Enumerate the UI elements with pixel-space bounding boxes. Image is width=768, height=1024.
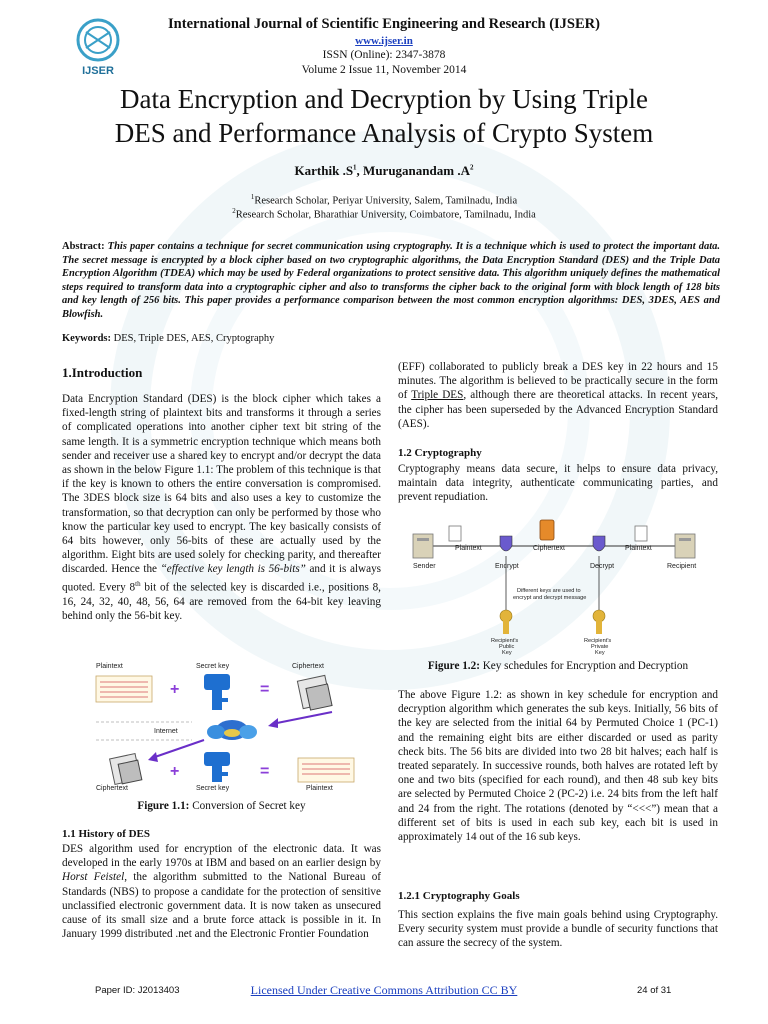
- section-heading-history: 1.1 History of DES: [62, 828, 150, 840]
- fig2-public-key-line-1: Recipient's: [491, 638, 519, 644]
- cryptography-paragraph: Cryptography means data secure, it helps to ensure data privacy, maintain data integrity, authenticate communicating parties, and prevent repudiation.: [398, 463, 718, 504]
- issn: ISSN (Online): 2347-3878: [322, 49, 446, 61]
- computer-icon: [413, 534, 433, 558]
- volume-issue: Volume 2 Issue 11, November 2014: [301, 64, 467, 76]
- fig2-public-key-line-3: Key: [502, 650, 512, 656]
- fig2-private-key-line-3: Key: [595, 650, 605, 656]
- fig2-label-ciphertext: Ciphertext: [533, 545, 565, 552]
- fig2-label-encrypt: Encrypt: [495, 563, 519, 570]
- section-heading-cryptography-goals: 1.2.1 Cryptography Goals: [398, 890, 520, 902]
- section-heading-cryptography: 1.2 Cryptography: [398, 447, 482, 459]
- journal-website-link[interactable]: www.ijser.in: [355, 35, 413, 47]
- plus-icon: +: [170, 681, 180, 698]
- fig2-label-plaintext-left: Plaintext: [455, 545, 482, 552]
- abstract-text: This paper contains a technique for secret communication using cryptography. It is a technique which is used to protect the important data. The secret message is encrypted by a block cipher based on two cryptographic algorithms, the Data Encryption Standard (DES) and the Triple Data Encryption Algorithm (TDEA) which may be used by Federal organizations to protect sensitive data. This algorithm uniquely defines the mathematical steps required to transform data into a cryptographic cipher and also to transforms the cipher back to the original form with block length of 128 bits and key length of 256 bits. This paper provides a performance comparison between the most common encryption algorithms: DES, 3DES, AES and Blowfish.: [62, 241, 720, 320]
- eff-paragraph: (EFF) collaborated to publicly break a DES key in 22 hours and 15 minutes. The algorithm is believed to be practically secure in the form of Triple DES, although there are theoretical attacks. In recent years, the cipher has been superseded by the Advanced Encryption Standard (AES).: [398, 361, 719, 430]
- fig2-public-key-line-2: Public: [499, 644, 515, 650]
- ciphertext-document-icon: [110, 754, 142, 785]
- page-number: 24 of 31: [637, 985, 672, 996]
- effective-key-quote: “effective key length is 56-bits”: [160, 563, 306, 576]
- affiliation-2: $^2$Research Scholar, Bharathiar University, Coimbatore, Tamilnadu, India: [232, 207, 536, 221]
- fig1-label-secret-key-top: Secret key: [196, 663, 230, 670]
- abstract-label: Abstract:: [62, 241, 105, 252]
- introduction-paragraph: Data Encryption Standard (DES) is the block cipher which takes a fixed-length string of plaintext bits and transforms it through a series of complicated operations into another cipher text bit string of the same length. It is a symmetric encryption technique which means both sender and receiver use a shared key to encrypt and/or decrypt the data as shown in the below Figure 1.1: The problem of this technique is that if the key is known to others the entire conversation is compromised. The 3DES block size is 64 bits and also uses a key to customize the transformation, so that decryption can only be performed by those who know the particular key used to encrypt. The key basically consists of 64 bits however, only 56-bits of these are actually used by the algorithm. Eight bits are used solely for checking parity, and thereafter discarded. Hence the “effective key length is 56-bits” and it is always quoted. Every 8th bit of the selected key is discarded i.e., positions 8, 16, 24, 32, 40, 48, 56, 64 are removed from the 64-bit key leaving behind only the 56-bit key.: [62, 393, 382, 622]
- paper-id: Paper ID: J2013403: [95, 985, 180, 996]
- fig1-label-secret-key-bottom: Secret key: [196, 785, 230, 792]
- key-icon: [593, 610, 605, 634]
- key-icon: [204, 752, 230, 782]
- fig2-label-sender: Sender: [413, 563, 436, 570]
- fig2-label-recipient: Recipient: [667, 563, 697, 570]
- figure-1-2-caption: Figure 1.2: Key schedules for Encryption and Decryption: [427, 660, 689, 672]
- authors: Karthik $.S^1$, Muruganandam $.A^2$: [294, 163, 474, 178]
- fig1-label-plaintext: Plaintext: [96, 663, 123, 670]
- key-schedule-paragraph: The above Figure 1.2: as shown in key schedule for encryption and decryption algorithm which generates the sub keys. Initially, 56 bits of the key are selected from the initial 64 by Permuted Choice 1 (PC-1) and the remaining eight bits are either discarded or used as parity check bits. The 56 bits are divided into two 28 bit halves; each half is treated separately. In successive rounds, both halves are rotated left by one and two bits (specified for each round), and then 48 sub key bits are selected by Permuted Choice 2 (PC-2) i.e. 24 bits from the left half and 24 from the right. The rotations (denoted by “<<<”) mean that a different set of bits is used in each sub key, each bit is used in approximately 14 out of the 16 sub keys.: [398, 689, 718, 844]
- figure-1-1-secret-key-diagram: [92, 660, 378, 792]
- title-line-1: Data Encryption and Decryption by Using Triple: [120, 84, 648, 114]
- globe-icon: [207, 720, 257, 740]
- fig2-label-plaintext-right: Plaintext: [625, 545, 652, 552]
- fig2-private-key-line-1: Recipient's: [584, 638, 612, 644]
- horst-feistel: Horst Feistel: [62, 871, 125, 884]
- logo-text: IJSER: [82, 65, 114, 77]
- plus-icon: +: [170, 763, 180, 780]
- computer-icon: [675, 534, 695, 558]
- fig2-note-line-2: encrypt and decrypt message: [513, 595, 587, 601]
- triple-des-link[interactable]: Triple DES: [411, 389, 464, 402]
- figure-1-2-key-schedule-diagram: [405, 516, 705, 656]
- fig2-private-key-line-2: Private: [591, 644, 609, 650]
- fig2-note-line-1: Different keys are used to: [517, 588, 581, 594]
- fig2-label-decrypt: Decrypt: [590, 563, 615, 570]
- author-2: Muruganandam .A: [363, 163, 470, 178]
- abstract: [62, 240, 720, 322]
- figure-1-1-caption: Figure 1.1: Conversion of Secret key: [137, 800, 306, 812]
- key-icon: [204, 674, 230, 710]
- history-paragraph: DES algorithm used for encryption of the electronic data. It was developed in the early 1970s at IBM and based on an earlier design by Horst Feistel, the algorithm submitted to the National Bureau of Standards (NBS) to propose a candidate for the protection of sensitive unclassified electronic government data. It is now taken as unsecured cause of its small size and a brute force attack is possible in it. In January 1999 distributed .net and the Electronic Frontier Foundation: [62, 843, 382, 941]
- fig1-label-internet: Internet: [154, 728, 178, 735]
- license-link[interactable]: Licensed Under Creative Commons Attribution CC BY: [250, 983, 518, 997]
- file-icon: [449, 526, 461, 541]
- plaintext-document-icon: [298, 758, 354, 782]
- shield-icon: [593, 536, 605, 551]
- fig1-label-ciphertext-bottom: Ciphertext: [96, 785, 128, 792]
- keywords: Keywords: DES, Triple DES, AES, Cryptography: [62, 333, 275, 344]
- title-line-2: DES and Performance Analysis of Crypto System: [114, 118, 654, 148]
- key-icon: [500, 610, 512, 634]
- journal-name: International Journal of Scientific Engineering and Research (IJSER): [168, 16, 600, 32]
- author-1: Karthik .S: [294, 163, 354, 178]
- equals-icon: =: [260, 681, 270, 698]
- affiliation-1: $^1$Research Scholar, Periyar University, Salem, Tamilnadu, India: [250, 193, 518, 207]
- fig1-label-ciphertext-top: Ciphertext: [292, 663, 324, 670]
- equals-icon: =: [260, 763, 270, 780]
- cryptography-goals-paragraph: This section explains the five main goals behind using Cryptography. Every security system must provide a bundle of security functions that can assure the secrecy of the system.: [398, 909, 718, 950]
- fig1-label-plaintext-bottom: Plaintext: [306, 785, 333, 792]
- file-icon: [635, 526, 647, 541]
- shield-icon: [500, 536, 512, 551]
- paper-title: [40, 82, 728, 150]
- plaintext-document-icon: [96, 676, 152, 702]
- document-icon: [540, 520, 554, 540]
- section-heading-introduction: 1.Introduction: [62, 365, 143, 380]
- ciphertext-document-icon: [297, 675, 332, 710]
